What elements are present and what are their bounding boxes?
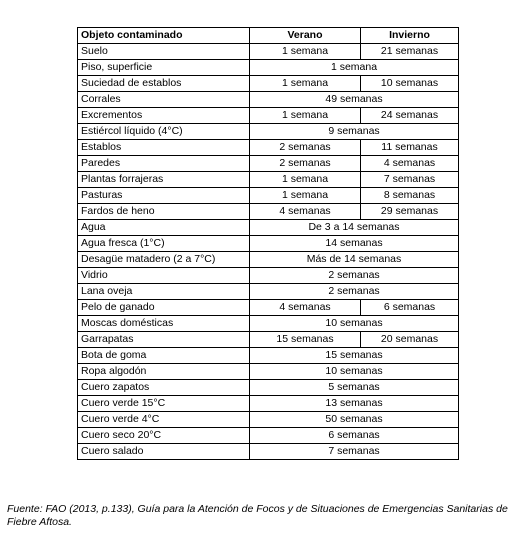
table-row	[78, 444, 459, 460]
survival-table	[77, 27, 459, 460]
cell-object: Garrapatas	[78, 332, 250, 348]
table-row	[78, 348, 459, 364]
cell-both-seasons: 7 semanas	[250, 444, 459, 460]
cell-summer: 2 semanas	[250, 156, 361, 172]
cell-object: Paredes	[78, 156, 250, 172]
table-row	[78, 300, 459, 316]
cell-summer: 1 semana	[250, 76, 361, 92]
cell-object: Cuero zapatos	[78, 380, 250, 396]
cell-object: Estiércol líquido (4°C)	[78, 124, 250, 140]
cell-summer: 4 semanas	[250, 300, 361, 316]
table-row	[78, 380, 459, 396]
cell-both-seasons: Más de 14 semanas	[250, 252, 459, 268]
table-row	[78, 172, 459, 188]
cell-summer: 1 semana	[250, 172, 361, 188]
table-row	[78, 316, 459, 332]
cell-both-seasons: 50 semanas	[250, 412, 459, 428]
cell-object: Bota de goma	[78, 348, 250, 364]
cell-object: Pasturas	[78, 188, 250, 204]
table-row	[78, 284, 459, 300]
table-row	[78, 188, 459, 204]
cell-both-seasons: 15 semanas	[250, 348, 459, 364]
table-row	[78, 428, 459, 444]
cell-both-seasons: 14 semanas	[250, 236, 459, 252]
cell-object: Moscas domésticas	[78, 316, 250, 332]
cell-object: Suelo	[78, 44, 250, 60]
cell-object: Cuero salado	[78, 444, 250, 460]
cell-both-seasons: 2 semanas	[250, 284, 459, 300]
table-row	[78, 156, 459, 172]
table-body	[78, 44, 459, 460]
table-row	[78, 92, 459, 108]
table-header-row	[78, 28, 459, 44]
table-row	[78, 108, 459, 124]
cell-both-seasons: 1 semana	[250, 60, 459, 76]
table-row	[78, 364, 459, 380]
table-row	[78, 412, 459, 428]
cell-winter: 8 semanas	[361, 188, 459, 204]
cell-summer: 15 semanas	[250, 332, 361, 348]
header-object: Objeto contaminado	[78, 28, 250, 44]
table-row	[78, 140, 459, 156]
table-row	[78, 220, 459, 236]
cell-both-seasons: 5 semanas	[250, 380, 459, 396]
cell-summer: 1 semana	[250, 188, 361, 204]
cell-object: Cuero verde 4°C	[78, 412, 250, 428]
table-row	[78, 268, 459, 284]
cell-summer: 2 semanas	[250, 140, 361, 156]
source-note: Fuente: FAO (2013, p.133), Guía para la Atención de Focos y de Situaciones de Emergencias Sanitarias de Fiebre Aftosa.	[7, 503, 508, 528]
table-row	[78, 236, 459, 252]
table-row	[78, 332, 459, 348]
cell-object: Fardos de heno	[78, 204, 250, 220]
table-row	[78, 252, 459, 268]
cell-winter: 24 semanas	[361, 108, 459, 124]
cell-winter: 4 semanas	[361, 156, 459, 172]
cell-both-seasons: 9 semanas	[250, 124, 459, 140]
cell-object: Lana oveja	[78, 284, 250, 300]
table-row	[78, 124, 459, 140]
cell-summer: 4 semanas	[250, 204, 361, 220]
cell-object: Corrales	[78, 92, 250, 108]
cell-winter: 6 semanas	[361, 300, 459, 316]
table-row	[78, 204, 459, 220]
cell-both-seasons: 10 semanas	[250, 364, 459, 380]
cell-object: Suciedad de establos	[78, 76, 250, 92]
cell-object: Agua	[78, 220, 250, 236]
cell-both-seasons: 6 semanas	[250, 428, 459, 444]
cell-winter: 10 semanas	[361, 76, 459, 92]
cell-summer: 1 semana	[250, 44, 361, 60]
cell-object: Cuero verde 15°C	[78, 396, 250, 412]
cell-summer: 1 semana	[250, 108, 361, 124]
cell-winter: 20 semanas	[361, 332, 459, 348]
table-row	[78, 60, 459, 76]
cell-object: Plantas forrajeras	[78, 172, 250, 188]
cell-object: Cuero seco 20°C	[78, 428, 250, 444]
cell-both-seasons: 2 semanas	[250, 268, 459, 284]
cell-object: Excrementos	[78, 108, 250, 124]
cell-winter: 7 semanas	[361, 172, 459, 188]
cell-winter: 29 semanas	[361, 204, 459, 220]
cell-object: Desagüe matadero (2 a 7°C)	[78, 252, 250, 268]
table-row	[78, 76, 459, 92]
table-row	[78, 44, 459, 60]
cell-object: Establos	[78, 140, 250, 156]
cell-object: Ropa algodón	[78, 364, 250, 380]
cell-winter: 11 semanas	[361, 140, 459, 156]
cell-both-seasons: 10 semanas	[250, 316, 459, 332]
cell-winter: 21 semanas	[361, 44, 459, 60]
cell-object: Pelo de ganado	[78, 300, 250, 316]
header-summer: Verano	[250, 28, 361, 44]
header-winter: Invierno	[361, 28, 459, 44]
cell-object: Vidrio	[78, 268, 250, 284]
table-row	[78, 396, 459, 412]
cell-both-seasons: 49 semanas	[250, 92, 459, 108]
cell-object: Agua fresca (1°C)	[78, 236, 250, 252]
cell-both-seasons: 13 semanas	[250, 396, 459, 412]
cell-object: Piso, superficie	[78, 60, 250, 76]
cell-both-seasons: De 3 a 14 semanas	[250, 220, 459, 236]
